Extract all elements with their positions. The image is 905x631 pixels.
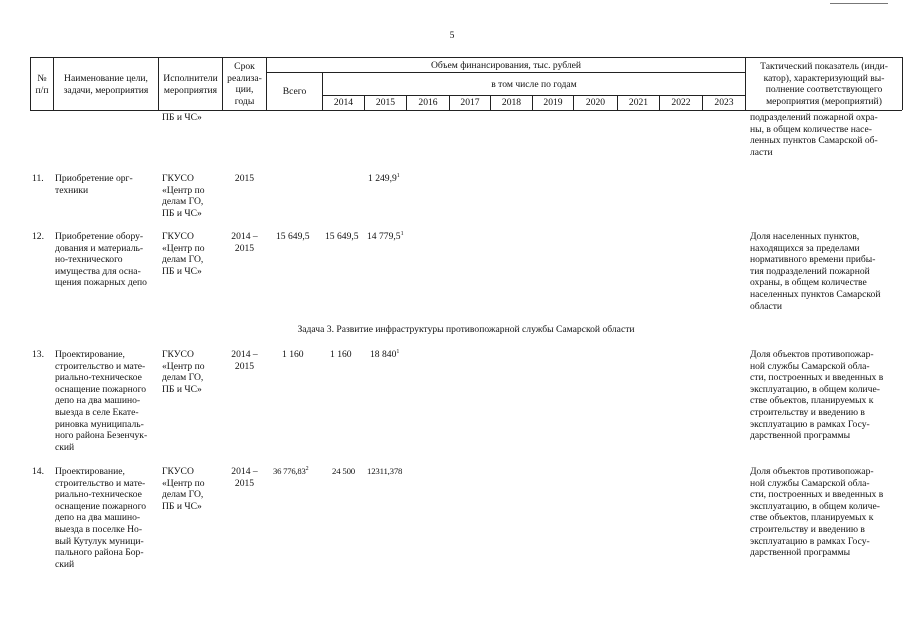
row-num: 11. xyxy=(32,173,44,184)
header-term: Срок реализа- ции, годы xyxy=(227,61,262,107)
row-name: Проектирование, строительство и мате- риально-техническое оснащение пожарного депо на два машино- выезда в селе Екате- риновка муниципаль- ного района Безенчук- ский xyxy=(55,349,148,453)
footnote-mark: 1 xyxy=(396,173,400,179)
row-term: 2014 – 2015 xyxy=(231,466,258,489)
page-number: 5 xyxy=(449,30,455,41)
row-term: 2015 xyxy=(234,173,255,184)
carry-indicator: подразделений пожарной охра- ны, в общем количестве насе- ленных пунктов Самарской об- ласти xyxy=(750,112,878,158)
row-name: Проектирование, строительство и мате- риально-техническое оснащение пожарного депо на два машино- выезда в поселке Но- вый Кутулук муници- пального района Бор- ский xyxy=(55,466,147,570)
row-2014-value: 15 649,5 xyxy=(325,231,359,242)
row-2015-value: 18 $840^1$ xyxy=(370,349,400,360)
year-header: 2022 xyxy=(671,97,691,108)
year-header: 2016 xyxy=(418,97,438,108)
row-executor: ГКУСО «Центр по делам ГО, ПБ и ЧС» xyxy=(162,173,205,219)
row-num: 13. xyxy=(32,349,44,360)
year-header: 2017 xyxy=(460,97,480,108)
row-num: 12. xyxy=(32,231,44,242)
top-edge-mark xyxy=(830,3,888,4)
row-total: 36 776,83$^2$ xyxy=(273,466,309,476)
row-executor: ГКУСО «Центр по делам ГО, ПБ и ЧС» xyxy=(162,231,205,277)
year-header: 2018 xyxy=(501,97,522,108)
header-executors: Исполнители мероприятия xyxy=(163,73,218,96)
row-total: 15 649,5 xyxy=(276,231,310,242)
footnote-mark: 1 xyxy=(400,231,404,237)
header-indicator: Тактический показатель (инди- катор), характеризующий вы- полнение соответствующего мероприятия (мероприятий) xyxy=(760,61,888,107)
year-header: 2019 xyxy=(543,97,563,108)
carry-executor: ПБ и ЧС» xyxy=(162,112,202,123)
header-total: Всего xyxy=(282,86,307,97)
row-name: Приобретение обору- дования и материаль- но-технического имущества для осна- щения пожарных депо xyxy=(55,231,147,289)
row-executor: ГКУСО «Центр по делам ГО, ПБ и ЧС» xyxy=(162,466,205,512)
footnote-mark: 2 xyxy=(305,466,309,472)
row-2015-value: 12311,378 xyxy=(367,466,403,476)
row-indicator: Доля объектов противопожар- ной службы Самарской обла- сти, построенных и введенных в эксплуатацию, в общем количе- стве объектов, планируемых к строительству и введению в эксплуатацию в рамках Госу- дарственной программы xyxy=(750,349,884,442)
year-header: 2015 xyxy=(375,97,396,108)
row-2014-value: 1 160 xyxy=(330,349,352,360)
task-heading: Задача 3. Развитие инфраструктуры противопожарной службы Самарской области xyxy=(297,324,635,335)
row-executor: ГКУСО «Центр по делам ГО, ПБ и ЧС» xyxy=(162,349,205,395)
header-name: Наименование цели, задачи, мероприятия xyxy=(63,73,149,96)
row-2015-value: 14 779,5$^1$ xyxy=(367,231,404,242)
year-header: 2021 xyxy=(628,97,649,108)
header-by-years: в том числе по годам xyxy=(491,79,577,90)
row-term: 2014 – 2015 xyxy=(231,231,258,254)
row-name: Приобретение орг- техники xyxy=(55,173,133,196)
year-header: 2023 xyxy=(714,97,734,108)
header-funding: Объем финансирования, тыс. рублей xyxy=(430,60,582,71)
row-total: 1 160 xyxy=(282,349,304,360)
row-num: 14. xyxy=(32,466,44,477)
row-term: 2014 – 2015 xyxy=(231,349,258,372)
row-indicator: Доля объектов противопожар- ной службы Самарской обла- сти, построенных и введенных в эксплуатацию, в общем количе- стве объектов, планируемых к строительству и введению в эксплуатацию в рамках Госу- дарственной программы xyxy=(750,466,884,559)
year-header: 2014 xyxy=(333,97,354,108)
year-header: 2020 xyxy=(585,97,606,108)
row-2014-value: 24 500 xyxy=(332,466,355,476)
row-2015-value: 1 249,9$^1$ xyxy=(368,173,400,184)
footnote-mark: 1 xyxy=(396,349,400,355)
row-indicator: Доля населенных пунктов, находящихся за пределами нормативного времени прибы- тия подразделений пожарной охраны, в общем количестве населенных пунктов Самарской области xyxy=(750,231,881,312)
header-num: № п/п xyxy=(35,73,49,96)
